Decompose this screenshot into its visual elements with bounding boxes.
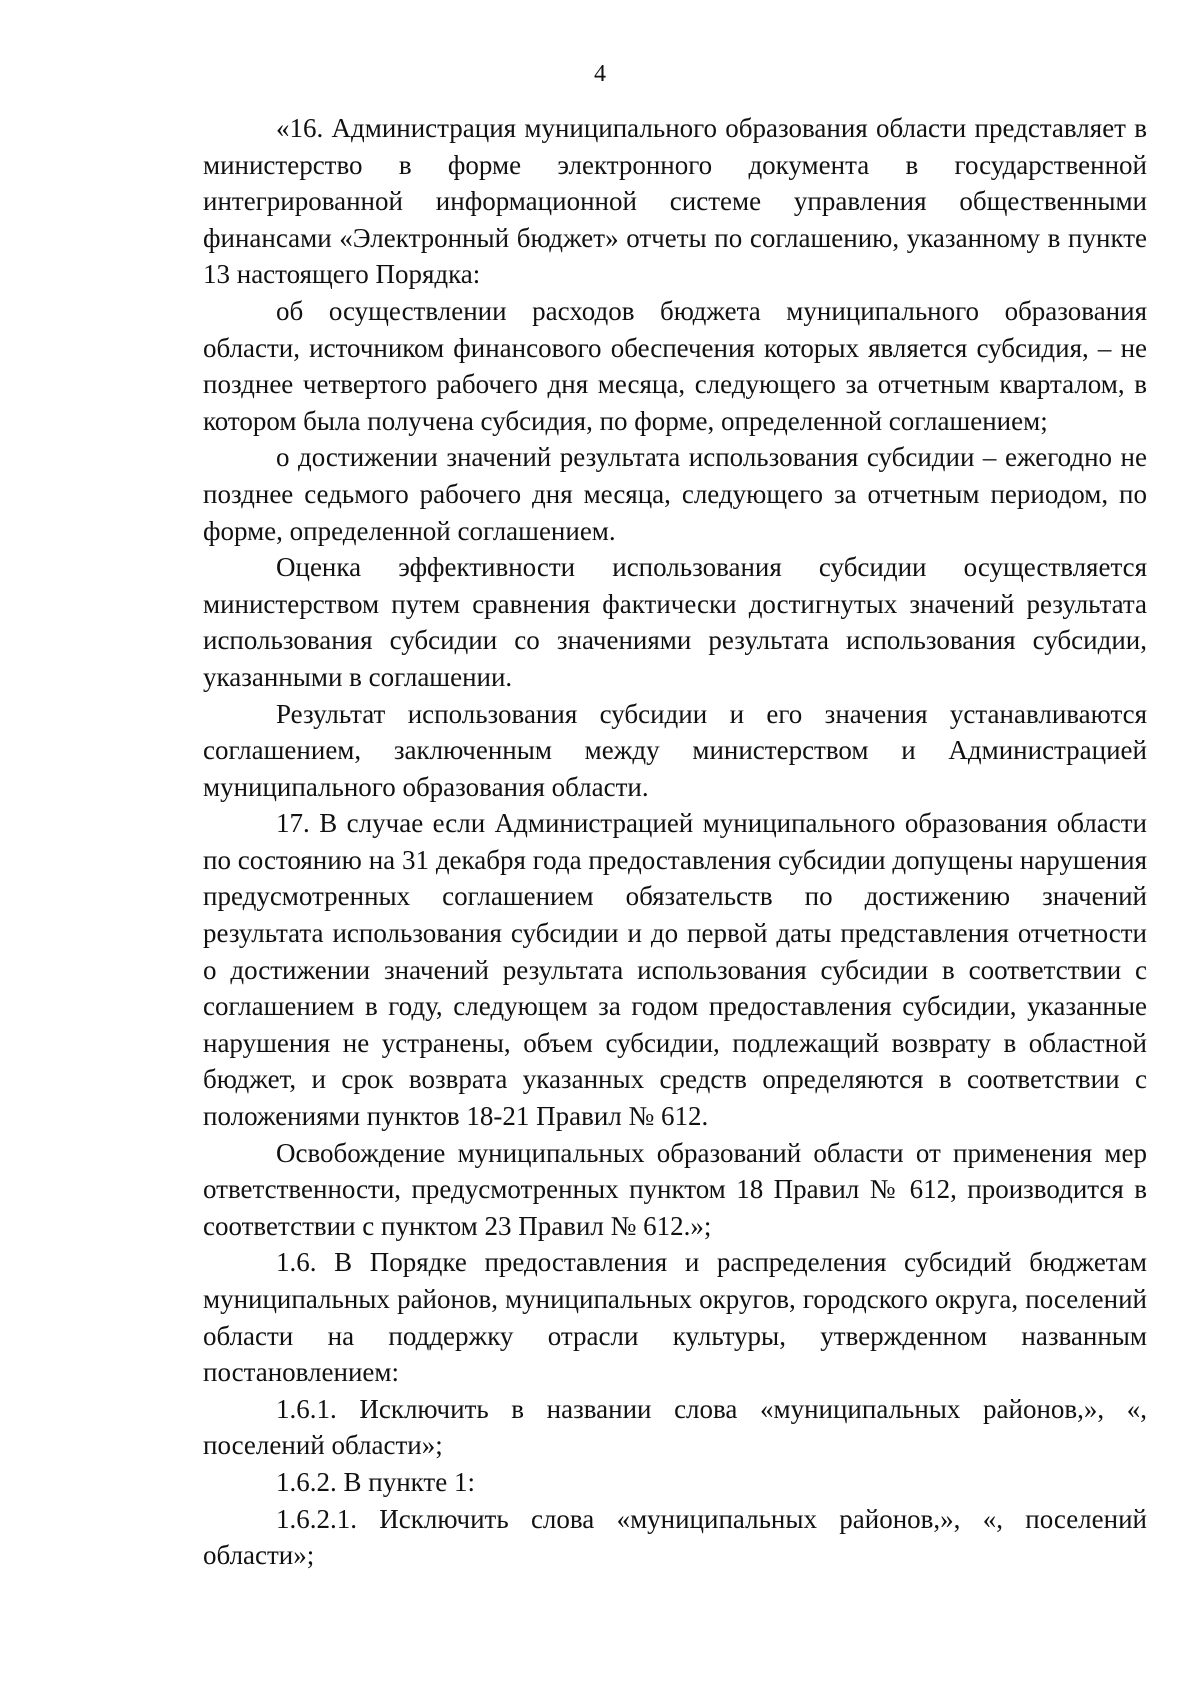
paragraph-exemption: Освобождение муниципальных образований области от применения мер ответственности, предусмотренных пунктом 18 Правил № 612, производится в соответствии с пунктом 23 Правил № 612.»; <box>203 1137 1147 1241</box>
paragraph-result-values: Результат использования субсидии и его значения устанавливаются соглашением, заключенным между министерством и Администрацией муниципального образования области. <box>203 698 1147 802</box>
document-body <box>203 110 1147 1574</box>
paragraph-1-6-culture-order: 1.6. В Порядке предоставления и распределения субсидий бюджетам муниципальных районов, муниципальных округов, городского округа, поселений области на поддержку отрасли культуры, утвержденном названным постановлением: <box>203 1247 1147 1388</box>
paragraph-results-report: о достижении значений результата использования субсидии – ежегодно не позднее седьмого рабочего дня месяца, следующего за отчетным периодом, по форме, определенной соглашением. <box>203 442 1147 546</box>
paragraph-1-6-2-1: 1.6.2.1. Исключить слова «муниципальных районов,», «, поселений области»; <box>203 1503 1147 1571</box>
paragraph-1-6-2: 1.6.2. В пункте 1: <box>276 1466 475 1497</box>
paragraph-expenses-report: об осуществлении расходов бюджета муниципального образования области, источником финансового обеспечения которых является субсидия, – не позднее четвертого рабочего дня месяца, следующего за отчетным кварталом, в котором была получена субсидия, по форме, определенной соглашением; <box>203 295 1147 436</box>
paragraph-efficiency-assessment: Оценка эффективности использования субсидии осуществляется министерством путем сравнения фактически достигнутых значений результата использования субсидии со значениями результата использования субсидии, указанными в соглашении. <box>203 552 1147 692</box>
paragraph-16-reports: «16. Администрация муниципального образования области представляет в министерство в форме электронного документа в государственной интегрированной информационной системе управления общественными финансами «Электронный бюджет» отчеты по соглашению, указанному в пункте 13 настоящего Порядка: <box>203 113 1147 290</box>
paragraph-1-6-1: 1.6.1. Исключить в названии слова «муниципальных районов,», «, поселений области»; <box>203 1393 1147 1461</box>
page-number: 4 <box>594 61 606 87</box>
paragraph-17-violations: 17. В случае если Администрацией муниципального образования области по состоянию на 31 декабря года предоставления субсидии допущены нарушения предусмотренных соглашением обязательств по достижению значений результата использования субсидии и до первой даты представления отчетности о достижении значений результата использования субсидии в соответствии с соглашением в году, следующем за годом предоставления субсидии, указанные нарушения не устранены, объем субсидии, подлежащий возврату в областной бюджет, и срок возврата указанных средств определяются в соответствии с положениями пунктов 18-21 Правил № 612. <box>203 808 1147 1132</box>
